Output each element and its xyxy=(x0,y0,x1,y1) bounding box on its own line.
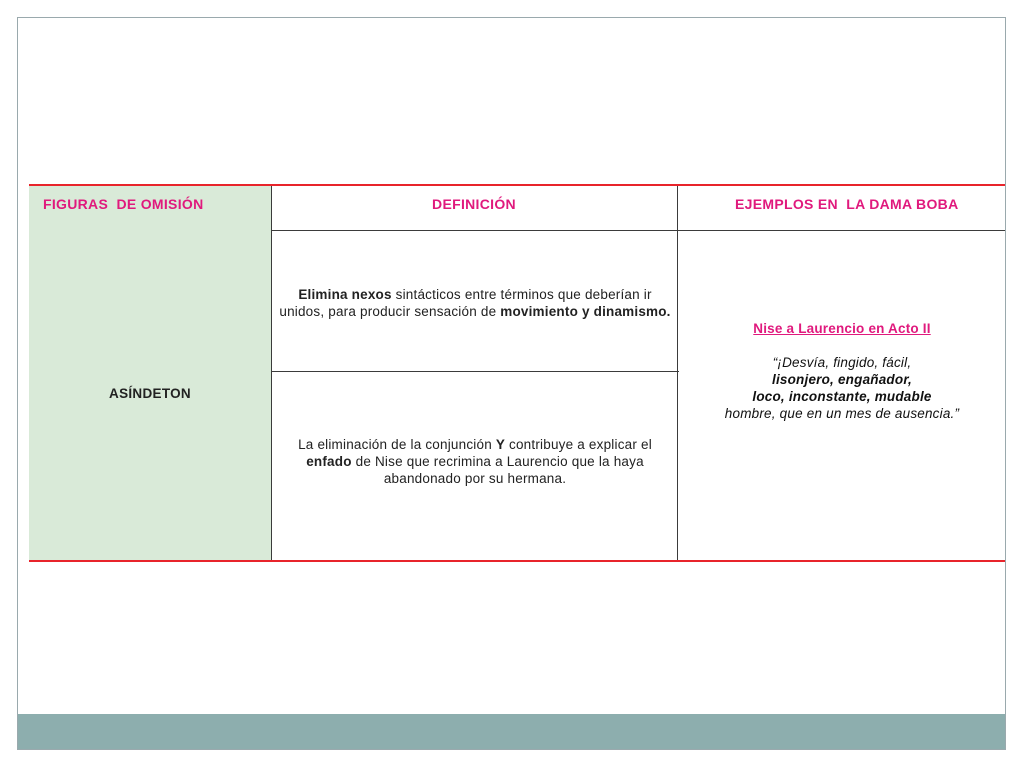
example-line-1: “¡Desvía, fingido, fácil, xyxy=(772,355,912,370)
omission-figures-table xyxy=(29,184,1006,562)
header-figuras: FIGURAS DE OMISIÓN xyxy=(43,196,204,212)
header-ejemplos: EJEMPLOS EN LA DAMA BOBA xyxy=(735,196,959,212)
definition-2-text-1: La eliminación de la conjunción xyxy=(298,437,496,452)
row-label-asindeton: ASÍNDETON xyxy=(109,386,191,401)
slide xyxy=(17,17,1006,750)
header-definicion: DEFINICIÓN xyxy=(432,196,516,212)
definition-1-bold-2: movimiento y dinamismo. xyxy=(500,304,671,319)
definition-text-2 xyxy=(275,436,675,487)
definition-1-bold-1: Elimina nexos xyxy=(298,287,392,302)
example-block xyxy=(678,320,1006,422)
definition-2-bold-2: enfado xyxy=(306,454,352,469)
example-line-3: loco, inconstante, mudable xyxy=(752,389,932,404)
table-top-rule xyxy=(29,184,1006,186)
table-bottom-rule xyxy=(29,560,1006,562)
footer-bar xyxy=(18,714,1005,749)
definition-2-text-2: contribuye a explicar el xyxy=(505,437,652,452)
definition-1-text: sintácticos entre términos que deberían ir unidos, para producir sensación de xyxy=(279,287,652,319)
row-label-cell xyxy=(29,186,271,560)
column-divider-1 xyxy=(271,186,272,560)
definition-2-bold-1: Y xyxy=(495,437,506,452)
header-divider xyxy=(271,230,1006,231)
definition-2-text-3: de Nise que recrimina a Laurencio que la haya abandonado por su hermana. xyxy=(351,454,644,486)
definition-text-1 xyxy=(275,286,675,320)
example-title: Nise a Laurencio en Acto II xyxy=(753,321,931,336)
example-line-4: hombre, que en un mes de ausencia.” xyxy=(724,406,960,421)
definition-divider xyxy=(271,371,679,372)
example-line-2: lisonjero, engañador, xyxy=(772,372,912,387)
